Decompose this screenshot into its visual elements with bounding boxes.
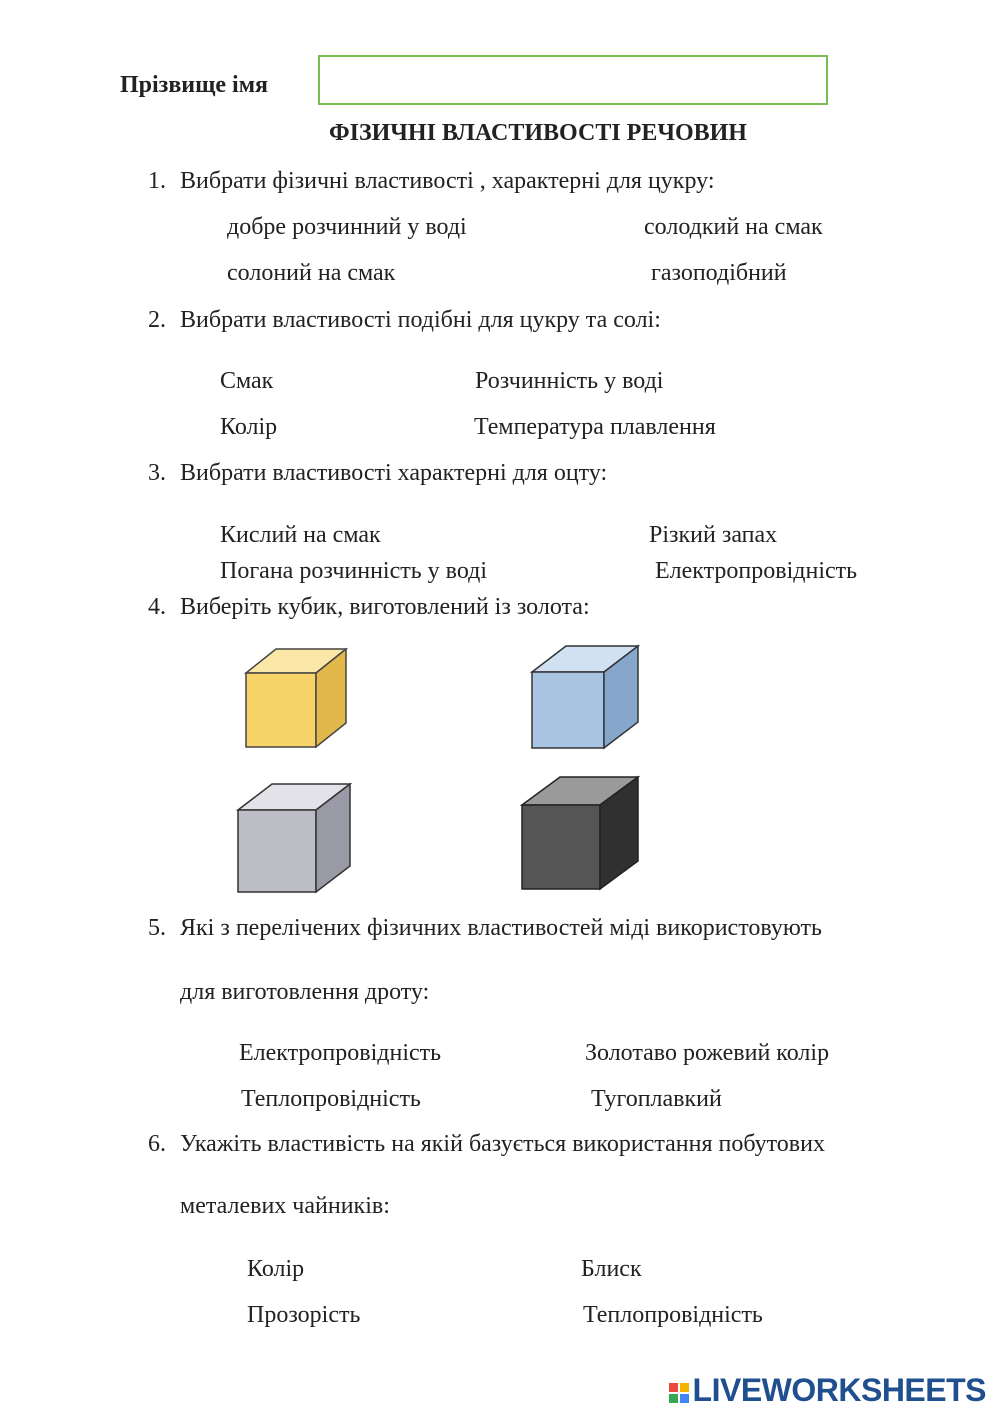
- question-5-continuation: для виготовлення дроту:: [180, 979, 430, 1005]
- page-title: ФІЗИЧНІ ВЛАСТИВОСТІ РЕЧОВИН: [329, 120, 747, 146]
- question-6-continuation: металевих чайників:: [180, 1193, 390, 1219]
- question-number: 1.: [148, 168, 166, 194]
- question-1: [148, 168, 715, 195]
- question-number: 2.: [148, 307, 166, 333]
- q3-option-4[interactable]: Електропровідність: [655, 558, 858, 584]
- blue-cube-front: [532, 672, 604, 748]
- q5-option-4[interactable]: Тугоплавкий: [591, 1086, 722, 1112]
- question-text: Вибрати фізичні властивості , характерні для цукру:: [180, 168, 715, 194]
- question-text: Вибрати властивості характерні для оцту:: [180, 460, 608, 486]
- q6-option-2[interactable]: Блиск: [581, 1256, 642, 1282]
- brand-text: LIVEWORKSHEETS: [692, 1372, 986, 1408]
- dark-cube-front: [522, 805, 600, 889]
- q5-option-2[interactable]: Золотаво рожевий колір: [585, 1040, 830, 1066]
- name-input[interactable]: [318, 55, 828, 105]
- q1-option-1[interactable]: добре розчинний у воді: [227, 214, 467, 240]
- question-number: 3.: [148, 460, 166, 486]
- liveworksheets-logo-icon: [669, 1383, 689, 1403]
- q6-option-1[interactable]: Колір: [247, 1256, 305, 1282]
- blue-cube[interactable]: [528, 642, 642, 752]
- q2-option-4[interactable]: Температура плавлення: [474, 414, 716, 440]
- question-5: [148, 915, 822, 942]
- silver-cube-front: [238, 810, 316, 892]
- gold-cube-front: [246, 673, 316, 747]
- q2-option-1[interactable]: Смак: [220, 368, 274, 394]
- q1-option-3[interactable]: солоний на смак: [227, 260, 396, 286]
- question-4: [148, 594, 590, 621]
- question-6: [148, 1131, 825, 1158]
- name-label: Прізвище імя: [120, 72, 269, 98]
- question-number: 5.: [148, 915, 166, 941]
- q3-option-2[interactable]: Різкий запах: [649, 522, 778, 548]
- q2-option-3[interactable]: Колір: [220, 414, 278, 440]
- question-text: Виберіть кубик, виготовлений із золота:: [180, 594, 590, 620]
- q2-option-2[interactable]: Розчинність у воді: [475, 368, 664, 394]
- dark-cube[interactable]: [518, 773, 642, 893]
- question-2: [148, 307, 661, 334]
- question-text: Вибрати властивості подібні для цукру та солі:: [180, 307, 661, 333]
- q1-option-2[interactable]: солодкий на смак: [644, 214, 823, 240]
- question-number: 6.: [148, 1131, 166, 1157]
- q6-option-3[interactable]: Прозорість: [247, 1302, 361, 1328]
- q5-option-3[interactable]: Теплопровідність: [241, 1086, 421, 1112]
- q1-option-4[interactable]: газоподібний: [651, 260, 787, 286]
- q3-option-1[interactable]: Кислий на смак: [220, 522, 381, 548]
- question-text: Які з перелічених фізичних властивостей міді використовують: [180, 915, 822, 941]
- question-number: 4.: [148, 594, 166, 620]
- question-3: [148, 460, 607, 487]
- liveworksheets-logo[interactable]: [669, 1372, 986, 1409]
- q6-option-4[interactable]: Теплопровідність: [583, 1302, 763, 1328]
- silver-cube[interactable]: [234, 780, 354, 896]
- question-text: Укажіть властивість на якій базується використання побутових: [180, 1131, 825, 1157]
- gold-cube[interactable]: [240, 645, 352, 751]
- q5-option-1[interactable]: Електропровідність: [239, 1040, 442, 1066]
- q3-option-3[interactable]: Погана розчинність у воді: [220, 558, 488, 584]
